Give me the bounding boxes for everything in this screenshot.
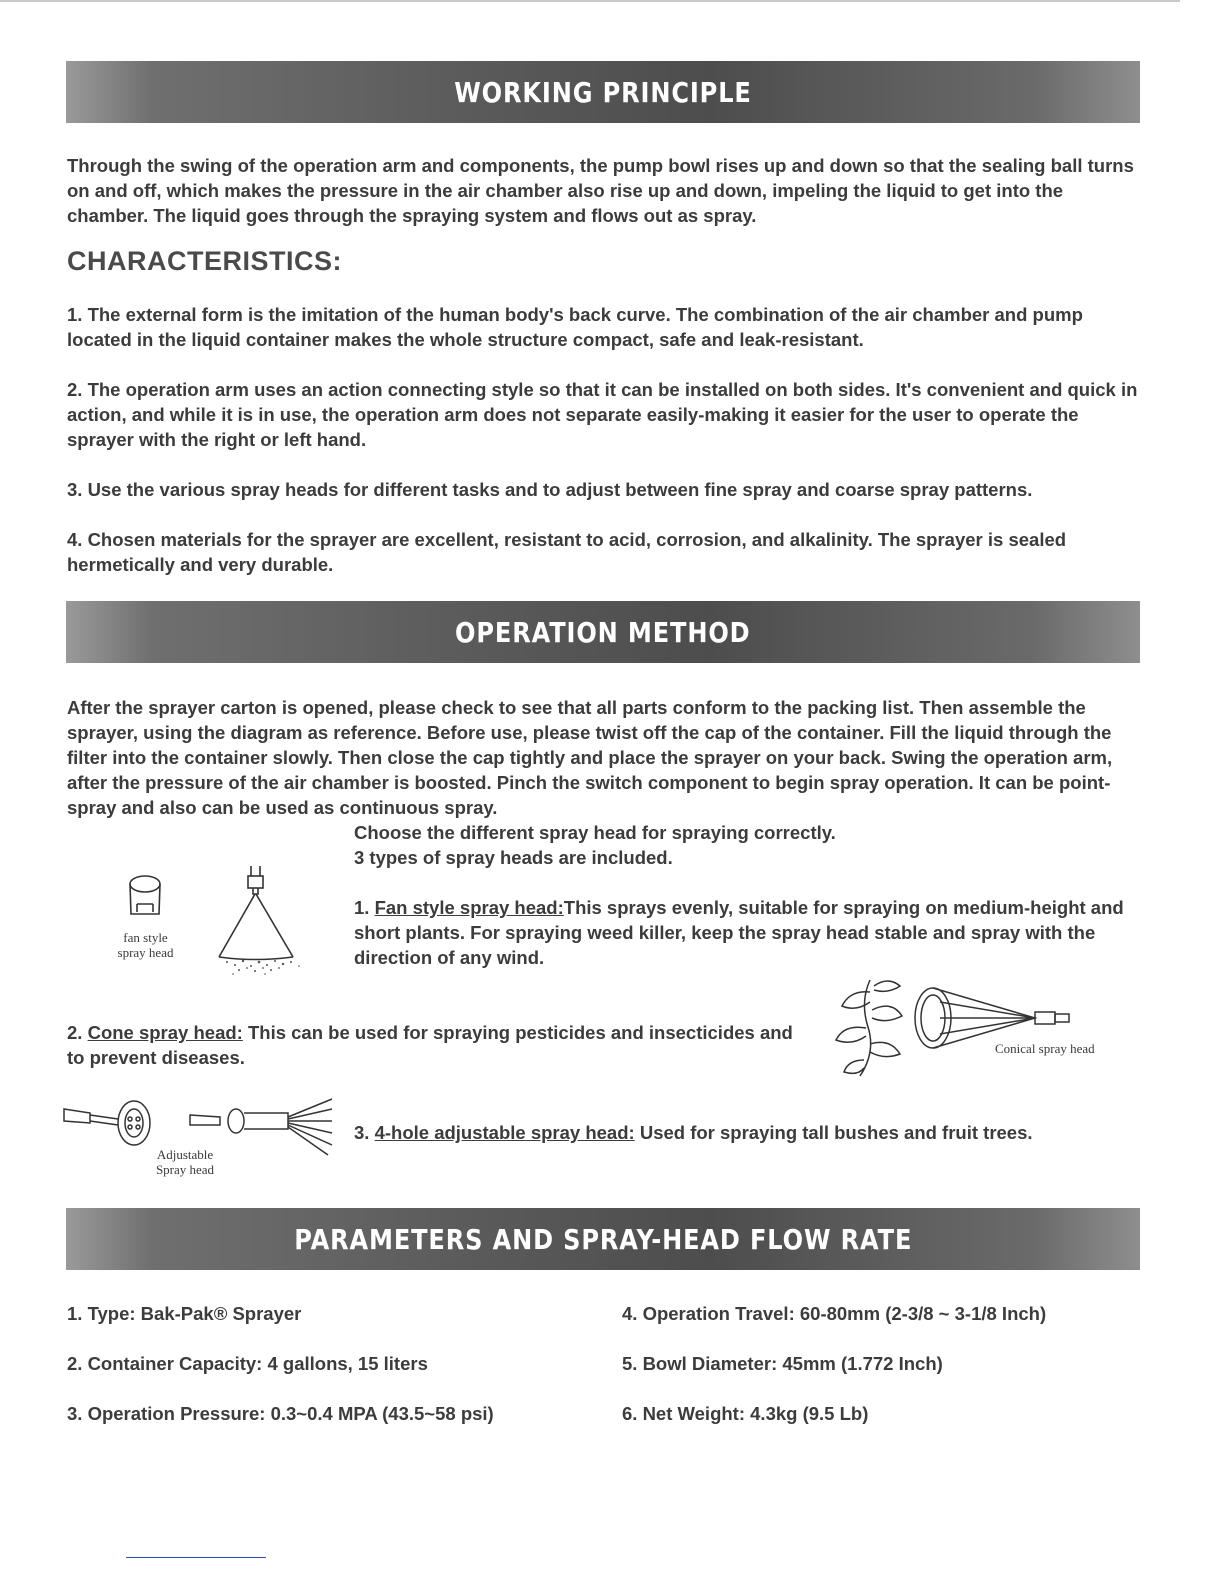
section-title: PARAMETERS AND SPRAY-HEAD FLOW RATE [294, 1222, 912, 1256]
cone-spray-head-title: Cone spray head: [87, 1022, 243, 1043]
section-banner-parameters [66, 1208, 1140, 1270]
characteristic-item: 2. The operation arm uses an action connecting style so that it can be installed on both sides. It's convenient and quick in action, and while it is in use, the operation arm does not separate easily-making it easier for the user to operate the sprayer with the right or left hand. [67, 379, 1138, 450]
parameter-type: 1. Type: Bak-Pak® Sprayer [67, 1303, 302, 1324]
adjustable-spray-head-description: 3. 4-hole adjustable spray head: Used for spraying tall bushes and fruit trees. [354, 1122, 1033, 1143]
scan-edge-line [0, 0, 1180, 2]
conical-spray-head-caption: Conical spray head [995, 1041, 1095, 1056]
parameter-operation-travel: 4. Operation Travel: 60-80mm (2-3/8 ~ 3-1/8 Inch) [622, 1303, 1047, 1324]
footer-rule [126, 1557, 266, 1558]
fan-spray-head-caption: fan style spray head [117, 930, 174, 960]
characteristics-heading: CHARACTERISTICS: [67, 246, 342, 276]
characteristic-item: 4. Chosen materials for the sprayer are excellent, resistant to acid, corrosion, and alkalinity. The sprayer is sealed hermetically and very durable. [67, 529, 1067, 575]
adjustable-spray-head-caption: Adjustable Spray head [155, 1147, 215, 1177]
choose-line: Choose the different spray head for spraying correctly. [354, 822, 836, 843]
parameter-net-weight: 6. Net Weight: 4.3kg (9.5 Lb) [622, 1403, 869, 1424]
section-title: OPERATION METHOD [455, 615, 751, 649]
section-title: WORKING PRINCIPLE [454, 75, 752, 109]
fan-spray-head-description: 1. Fan style spray head:This sprays evenly, suitable for spraying on medium-height and short plants. For spraying weed killer, keep the spray head stable and spray with the direction of any wind. [354, 897, 1124, 968]
characteristic-item: 3. Use the various spray heads for different tasks and to adjust between fine spray and coarse spray patterns. [67, 479, 1033, 500]
characteristic-item: 1. The external form is the imitation of the human body's back curve. The combination of the air chamber and pump located in the liquid container makes the whole structure compact, safe and leak-resistant. [67, 304, 1083, 350]
types-line: 3 types of spray heads are included. [354, 847, 673, 868]
operation-intro: After the sprayer carton is opened, please check to see that all parts conform to the packing list. Then assemble the sprayer, using the diagram as reference. Before use, please twist off the cap of the container. Fill the liquid through the filter into the container slowly. Then close the cap tightly and place the sprayer on your back. Swing the operation arm, after the pressure of the air chamber is boosted. Pinch the switch component to begin spray operation. It can be point-spray and also can be used as continuous spray. [67, 697, 1113, 818]
section-banner-working-principle [66, 61, 1140, 123]
adjustable-spray-head-title: 4-hole adjustable spray head: [374, 1122, 635, 1143]
cone-spray-head-description: 2. Cone spray head: This can be used for spraying pesticides and insecticides and to prevent diseases. [67, 1022, 793, 1068]
parameter-bowl-diameter: 5. Bowl Diameter: 45mm (1.772 Inch) [622, 1353, 943, 1374]
fan-spray-head-title: Fan style spray head: [374, 897, 564, 918]
parameter-container-capacity: 2. Container Capacity: 4 gallons, 15 liters [67, 1353, 428, 1374]
parameter-operation-pressure: 3. Operation Pressure: 0.3~0.4 MPA (43.5~58 psi) [67, 1403, 494, 1424]
working-principle-text: Through the swing of the operation arm and components, the pump bowl rises up and down so that the sealing ball turns on and off, which makes the pressure in the air chamber also rise up and down, impeling the liquid to get into the chamber. The liquid goes through the spraying system and flows out as spray. [67, 155, 1134, 226]
section-banner-operation-method [66, 601, 1140, 663]
fan-spray-head-illustration [115, 862, 315, 982]
conical-spray-head-illustration [830, 972, 1090, 1082]
